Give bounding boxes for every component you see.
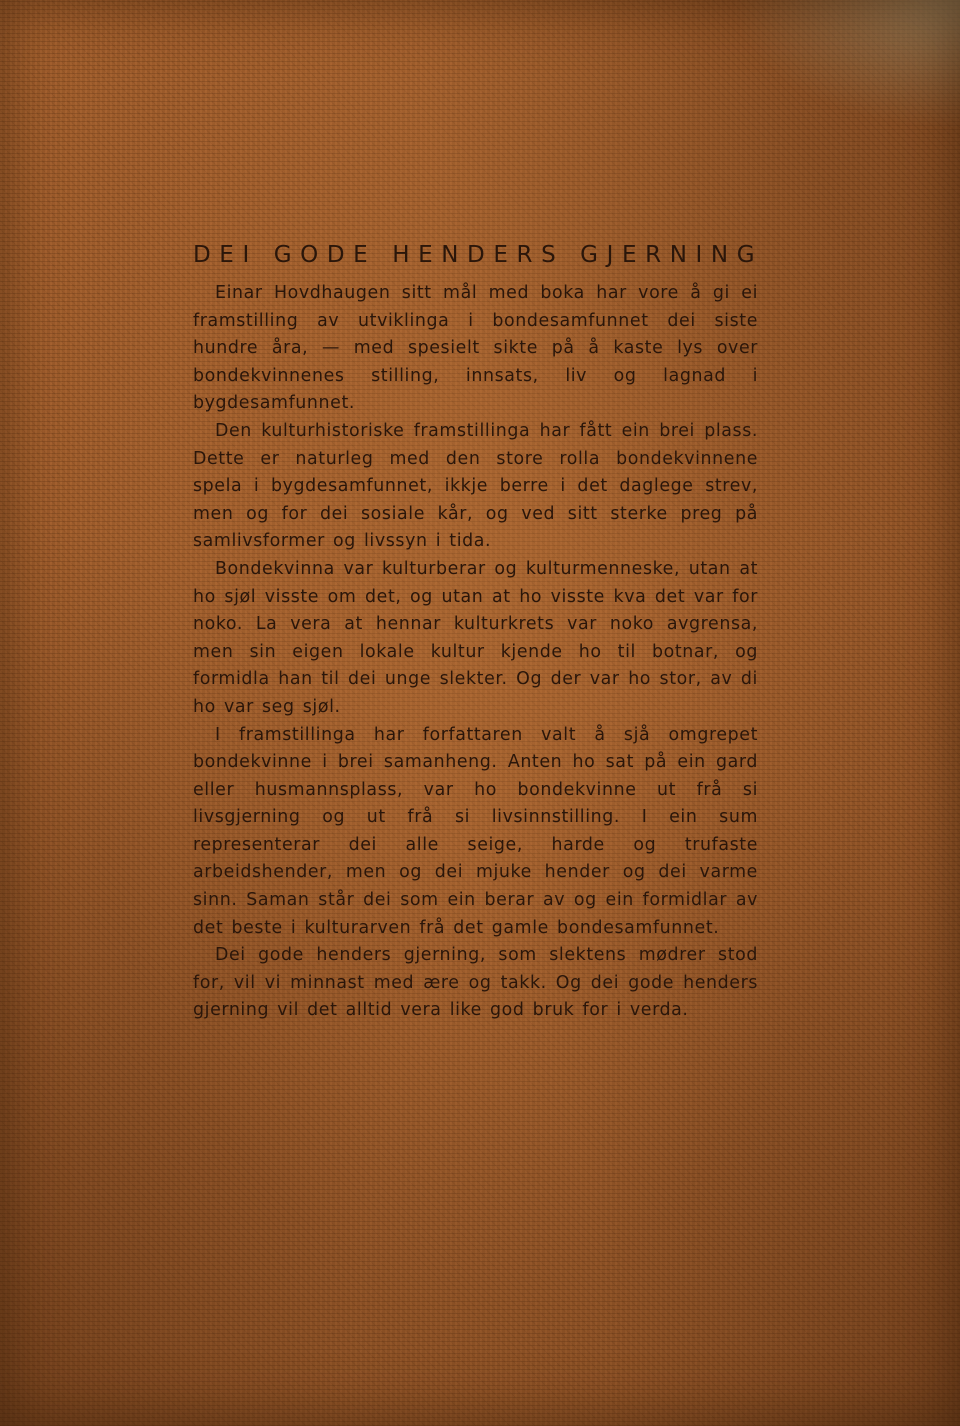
- blurb-paragraph-1: Einar Hovdhaugen sitt mål med boka har vore å gi ei framstilling av utviklinga i bondesamfunnet dei siste hundre åra, — med spesielt sikte på å kaste lys over bondekvinnenes stilling, innsats, liv og lagnad i bygdesamfunnet.: [193, 283, 758, 414]
- blurb-paragraph-5: Dei gode henders gjerning, som slektens mødrer stod for, vil vi minnast med ære og takk. Og dei gode henders gjerning vil det alltid vera like god bruk for i verda.: [193, 945, 758, 1021]
- blurb-paragraph-2: Den kulturhistoriske framstillinga har fått ein brei plass. Dette er naturleg med den store rolla bondekvinnene spela i bygdesamfunnet, ikkje berre i det daglege strev, men og for dei sosiale kår, og ved sitt sterke preg på samlivsformer og livssyn i tida.: [193, 420, 758, 552]
- blurb-paragraph-3: Bondekvinna var kulturberar og kulturmenneske, utan at ho sjøl visste om det, og utan at ho visste kva det var for noko. La vera at hennar kulturkrets var noko avgrensa, men sin eigen lokale kultur kjende ho til botnar, og formidla han til dei unge slekter. Og der var ho stor, av di ho var seg sjøl.: [193, 558, 758, 717]
- book-title: DEI GODE HENDERS GJERNING: [193, 242, 764, 268]
- blurb-text-block: [193, 240, 764, 1025]
- blurb-paragraph-4: I framstillinga har forfattaren valt å sjå omgrepet bondekvinne i brei samanheng. Anten ho sat på ein gard eller husmannsplass, var ho bondekvinne ut frå si livsgjerning og ut frå si livsinnstilling. I ein sum representerar dei alle seige, harde og trufaste arbeidshender, men og dei mjuke hender og dei varme sinn. Saman står dei som ein berar av og ein formidlar av det beste i kulturarven frå det gamle bondesamfunnet.: [193, 724, 758, 938]
- worn-corner: [730, 0, 960, 130]
